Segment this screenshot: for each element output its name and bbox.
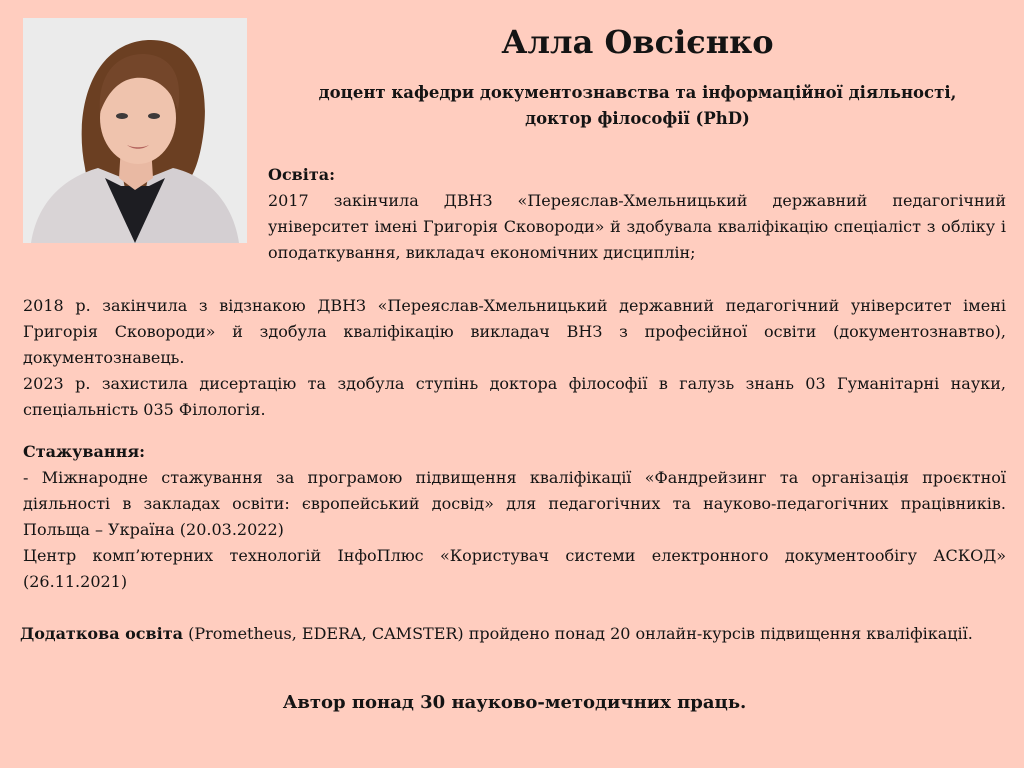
portrait-illustration xyxy=(23,18,247,243)
education-heading: Освіта: xyxy=(268,165,336,184)
internship-item-infoplus: Центр комп’ютерних технологій ІнфоПлюс «Користувач системи електронного документообігу АСКОД» (26.11.2021) xyxy=(23,546,1006,591)
additional-education-text: (Prometheus, EDERA, CAMSTER) пройдено понад 20 онлайн-курсів підвищення кваліфікації. xyxy=(183,624,973,643)
education-item-2018: 2018 р. закінчила з відзнакою ДВНЗ «Переяслав-Хмельницький державний педагогічний університет імені Григорія Сковороди» й здобула кваліфікацію викладач ВНЗ з професійної освіти (документознавтво), документознавець. xyxy=(23,296,1006,367)
additional-education-lead: Додаткова освіта xyxy=(20,624,184,643)
internships-section xyxy=(23,439,1006,595)
publications-note: Автор понад 30 науково-методичних праць. xyxy=(282,692,747,713)
portrait-photo xyxy=(23,18,247,243)
education-section xyxy=(268,162,1006,266)
position-line-1: доцент кафедри документознавства та інформаційної діяльності, xyxy=(318,83,957,102)
person-name: Алла Овсієнко xyxy=(501,23,774,61)
internship-item-international: - Міжнародне стажування за програмою підвищення кваліфікації «Фандрейзинг та організація проєктної діяльності в закладах освіти: європейський досвід» для педагогічних та науково-педагогічних працівників. Польща – Україна (20.03.2022) xyxy=(23,468,1006,539)
education-item-2017: 2017 закінчила ДВНЗ «Переяслав-Хмельницький державний педагогічний університет імені Григорія Сковороди» й здобувала кваліфікацію спеціаліст з обліку і оподаткування, викладач економічних дисциплін; xyxy=(268,191,1006,262)
position-title xyxy=(270,80,1005,132)
education-continued-section xyxy=(23,293,1006,423)
education-item-2023: 2023 р. захистила дисертацію та здобула ступінь доктора філософії в галузь знань 03 Гуманітарні науки, спеціальність 035 Філологія. xyxy=(23,374,1006,419)
additional-education xyxy=(20,621,1010,647)
internships-heading: Стажування: xyxy=(23,442,146,461)
position-line-2: доктор філософії (PhD) xyxy=(525,109,750,128)
